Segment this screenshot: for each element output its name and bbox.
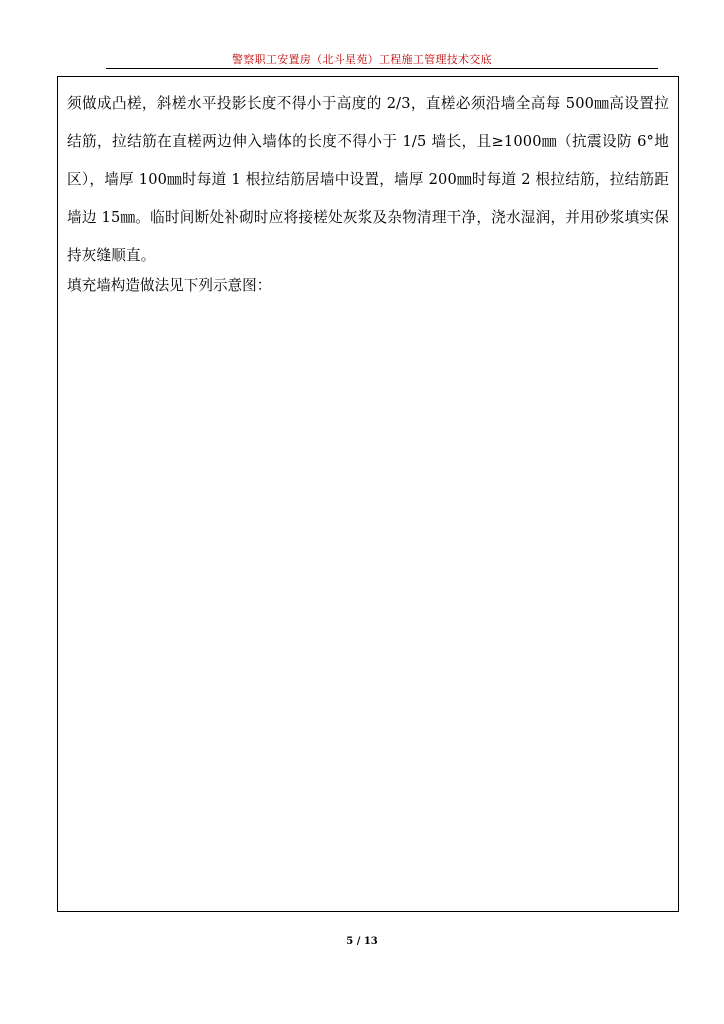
content-frame xyxy=(57,76,679,912)
body-paragraph: 须做成凸槎，斜槎水平投影长度不得小于高度的 2/3，直槎必须沿墙全高每 500㎜高设置拉结筋，拉结筋在直槎两边伸入墙体的长度不得小于 1/5 墙长，且≥1000㎜（抗震设防 6°地区），墙厚 100㎜时每道 1 根拉结筋居墙中设置，墙厚 200㎜时每道 2 根拉结筋，拉结筋距墙边 15㎜。临时间断处补砌时应将接槎处灰浆及杂物清理干净，浇水湿润，并用砂浆填实保持灰缝顺直。 xyxy=(67,95,669,264)
figure-placeholder xyxy=(67,307,669,897)
figure-caption: 填充墙构造做法见下列示意图： xyxy=(67,277,272,294)
page-header-title: 警察职工安置房（北斗星苑）工程施工管理技术交底 xyxy=(232,53,492,66)
page-number: 5 / 13 xyxy=(346,936,378,947)
header-divider xyxy=(106,68,658,69)
